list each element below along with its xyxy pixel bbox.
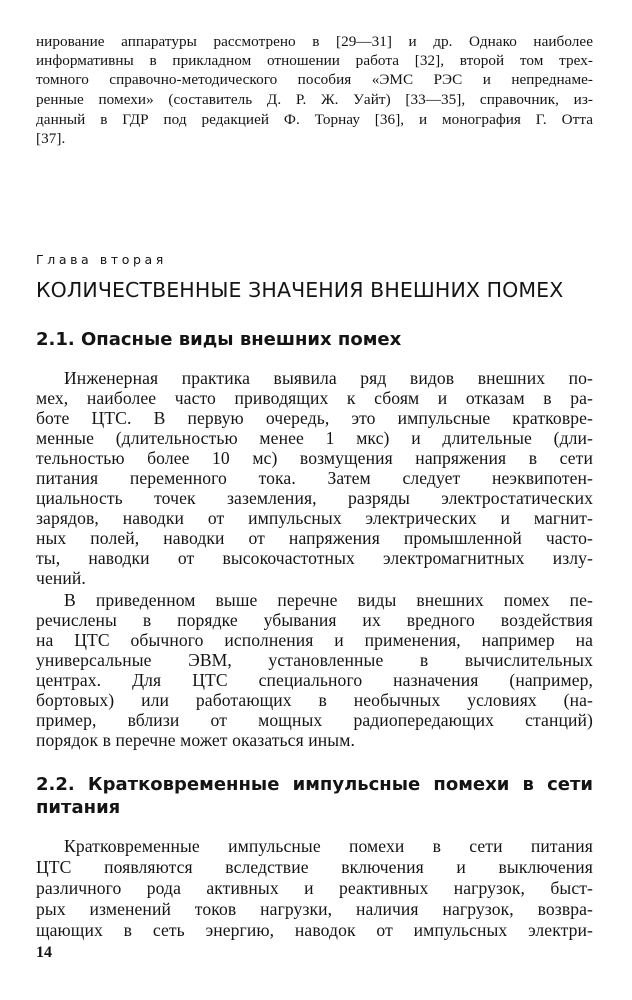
text-line: зарядов, наводки от импульсных электрических и магнит- xyxy=(36,508,593,528)
text-line: ных полей, наводки от напряжения промышленной часто- xyxy=(36,528,593,548)
text-line: различного рода активных и реактивных нагрузок, быст- xyxy=(36,878,593,898)
text-line: ренные помехи» (составитель Д. Р. Ж. Уайт) [33—35], справочник, из- xyxy=(36,91,593,108)
section-heading: 2.1. Опасные виды внешних помех xyxy=(36,329,402,350)
text-line: центрах. Для ЦТС специального назначения (например, xyxy=(36,670,593,690)
text-line: боте ЦТС. В первую очередь, это импульсные кратковре- xyxy=(36,408,593,428)
text-line: тельностью более 10 мс) возмущения напряжения в сети xyxy=(36,448,593,468)
chapter-label: Глава вторая xyxy=(36,252,167,267)
text-line: данный в ГДР под редакцией Ф. Торнау [36], и монография Г. Отта xyxy=(36,111,593,128)
text-line: информативны в прикладном отношении работа [32], второй том трех- xyxy=(36,52,593,69)
text-line: речислены в порядке убывания их вредного воздействия xyxy=(36,610,593,630)
text-line: томного справочно-методического пособия «ЭМС РЭС и непреднаме- xyxy=(36,71,593,88)
text-line: питания переменного тока. Затем следует неэквипотен- xyxy=(36,468,593,488)
text-line: Кратковременные импульсные помехи в сети питания xyxy=(64,836,593,856)
text-line: на ЦТС обычного исполнения и применения, например на xyxy=(36,630,593,650)
text-line: В приведенном выше перечне виды внешних помех пе- xyxy=(64,590,593,610)
chapter-title: КОЛИЧЕСТВЕННЫЕ ЗНАЧЕНИЯ ВНЕШНИХ ПОМЕХ xyxy=(36,278,564,302)
text-line: пример, вблизи от мощных радиопередающих станций) xyxy=(36,710,593,730)
text-line: ты, наводки от высокочастотных электромагнитных излу- xyxy=(36,548,593,568)
text-line: мех, наиболее часто приводящих к сбоям и отказам в ра- xyxy=(36,388,593,408)
section-heading-continued: питания xyxy=(36,797,121,818)
text-line: нирование аппаратуры рассмотрено в [29—31] и др. Однако наиболее xyxy=(36,33,593,50)
text-line: ЦТС появляются вследствие включения и выключения xyxy=(36,857,593,877)
page-number: 14 xyxy=(36,944,52,961)
text-line: бортовых) или работающих в необычных условиях (на- xyxy=(36,690,593,710)
text-line: Инженерная практика выявила ряд видов внешних по- xyxy=(64,368,593,388)
text-line-last: чений. xyxy=(36,568,86,588)
text-line: универсальные ЭВМ, установленные в вычислительных xyxy=(36,650,593,670)
text-line: циальность точек заземления, разряды электростатических xyxy=(36,488,593,508)
text-line-last: порядок в перечне может оказаться иным. xyxy=(36,730,355,750)
text-line: щающих в сеть энергию, наводок от импульсных электри- xyxy=(36,920,593,940)
section-heading: 2.2. Кратковременные импульсные помехи в сети xyxy=(36,774,593,795)
text-line: рых изменений токов нагрузки, наличия нагрузок, возвра- xyxy=(36,899,593,919)
text-line-last: [37]. xyxy=(36,130,66,147)
text-line: менные (длительностью менее 1 мкс) и длительные (дли- xyxy=(36,428,593,448)
